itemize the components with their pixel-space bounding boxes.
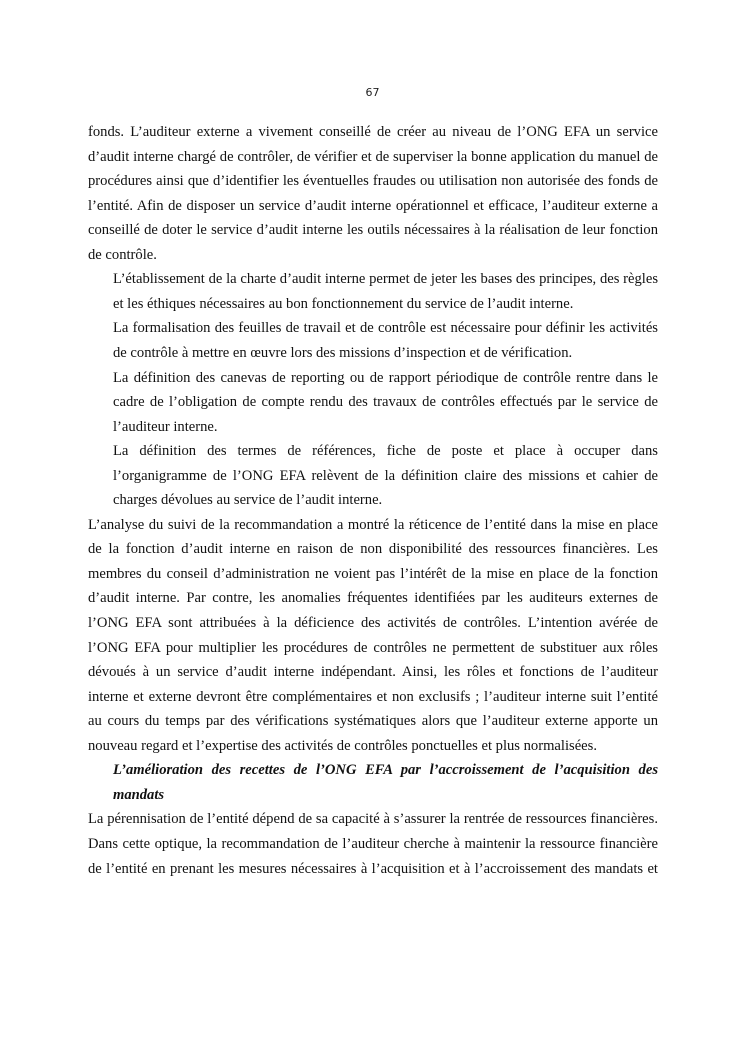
paragraph-line: L’établissement de la charte d’audit interne permet de jeter les bases des principes, des règles: [113, 271, 658, 288]
paragraph-line: l’entité. Afin de disposer un service d’audit interne opérationnel et efficace, l’auditeur externe a: [88, 197, 658, 214]
paragraph-line: d’audit interne chargé de contrôler, de vérifier et de superviser la bonne application du manuel de: [88, 148, 658, 165]
page-number: [0, 86, 745, 99]
section-heading-line: mandats: [113, 786, 165, 803]
paragraph-line: de la fonction d’audit interne en raison de non disponibilité des ressources financières. Les: [88, 541, 658, 558]
paragraph-line: fonds. L’auditeur externe a vivement conseillé de créer au niveau de l’ONG EFA un service: [88, 124, 658, 140]
paragraph-line: procédures ainsi que d’identifier les éventuelles fraudes ou utilisation non autorisée des fonds de: [88, 173, 658, 190]
paragraph-line: au cours du temps par des vérifications systématiques alors que l’auditeur externe apporte un: [88, 713, 658, 730]
page-number-text: 67: [365, 86, 380, 99]
paragraph-line: conseillé de doter le service d’audit interne les outils nécessaires à la réalisation de leur fonction: [88, 222, 658, 239]
paragraph-line: de contrôle à mettre en œuvre lors des missions d’inspection et de vérification.: [113, 344, 573, 361]
paragraph-line: cadre de l’obligation de compte rendu des travaux de contrôles effectués par le service de: [113, 394, 658, 411]
paragraph-line: l’organigramme de l’ONG EFA relèvent de la définition claire des missions et cahier de: [113, 467, 658, 484]
paragraph-line: La formalisation des feuilles de travail et de contrôle est nécessaire pour définir les activités: [113, 320, 658, 337]
paragraph-line: nouveau regard et l’expertise des activités de contrôles ponctuelles et plus normalisées.: [88, 737, 597, 754]
paragraph-line: l’ONG EFA sont attribuées à la déficience des activités de contrôles. L’intention avérée de: [88, 615, 658, 631]
section-heading-line: L’amélioration des recettes de l’ONG EFA par l’accroissement de l’acquisition des: [113, 762, 658, 779]
paragraph-line: charges dévolues au service de l’audit interne.: [113, 492, 383, 509]
paragraph-line: de l’entité en prenant les mesures nécessaires à l’acquisition et à l’accroissement des mandats et: [88, 860, 658, 877]
paragraph-line: La définition des canevas de reporting ou de rapport périodique de contrôle rentre dans le: [113, 369, 658, 386]
paragraph-line: l’auditeur interne.: [113, 418, 218, 435]
paragraph-line: Dans cette optique, la recommandation de l’auditeur cherche à maintenir la ressource financière: [88, 835, 658, 852]
paragraph-line: de contrôle.: [88, 246, 157, 263]
paragraph-line: dévoués à un service d’audit interne indépendant. Ainsi, les rôles et fonctions de l’auditeur: [88, 664, 658, 681]
paragraph-line: et les éthiques nécessaires au bon fonctionnement du service de l’audit interne.: [113, 295, 574, 312]
paragraph-line: La définition des termes de références, fiche de poste et place à occuper dans: [113, 443, 658, 460]
paragraph-line: l’ONG EFA pour multiplier les procédures de contrôles ne permettent de substituer aux rôles: [88, 639, 658, 656]
paragraph-line: d’audit interne. Par contre, les anomalies fréquentes identifiées par les auditeurs externes de: [88, 590, 658, 607]
paragraph-line: interne et externe devront être complémentaires et non exclusifs ; l’auditeur interne suit l’entité: [88, 688, 658, 705]
paragraph-line: L’analyse du suivi de la recommandation a montré la réticence de l’entité dans la mise en place: [88, 516, 658, 533]
paragraph-line: membres du conseil d’administration ne voient pas l’intérêt de la mise en place de la fonction: [88, 565, 658, 582]
paragraph-line: La pérennisation de l’entité dépend de sa capacité à s’assurer la rentrée de ressources financières.: [88, 811, 658, 828]
